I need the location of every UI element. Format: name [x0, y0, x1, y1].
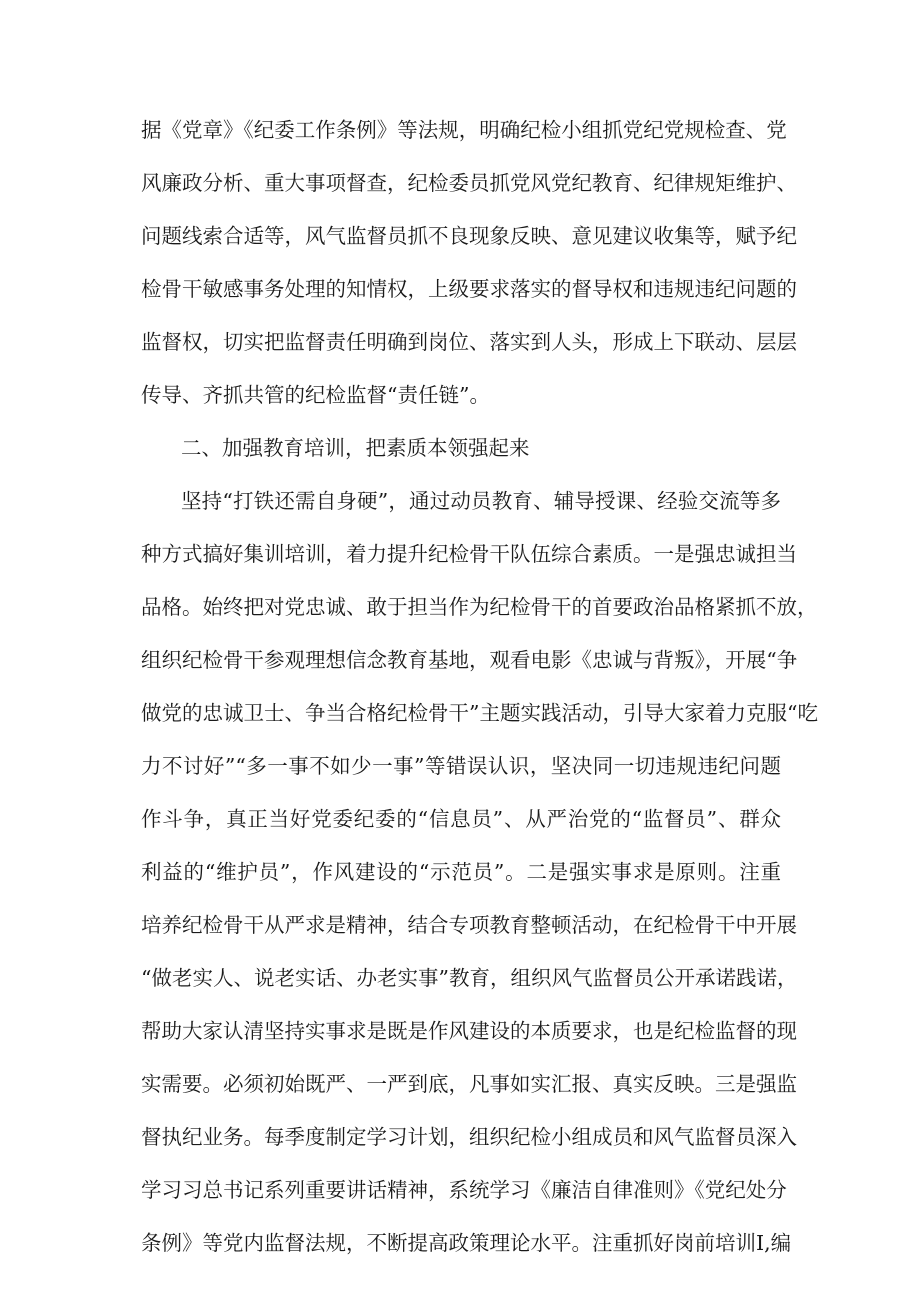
- text-line: 风廉政分析、重大事项督查，纪检委员抓党风党纪教育、纪律规矩维护、: [141, 171, 797, 195]
- text-line: 利益的“维护员”，作风建设的“示范员”。二是强实事求是原则。注重: [141, 860, 781, 884]
- section-heading: 二、加强教育培训，把素质本领强起来: [181, 436, 530, 460]
- text-line: 力不讨好”“多一事不如少一事”等错误认识，坚决同一切违规违纪问题: [141, 754, 781, 778]
- text-line: 传导、齐抓共管的纪检监督“责任链”。: [141, 383, 490, 407]
- text-line: 做党的忠诚卫士、争当合格纪检骨干”主题实践活动，引导大家着力克服“吃: [141, 701, 818, 725]
- text-line: 据《党章》《纪委工作条例》等法规，明确纪检小组抓党纪党规检查、党: [141, 118, 787, 142]
- text-line: 品格。始终把对党忠诚、敢于担当作为纪检骨干的首要政治品格紧抓不放，: [141, 595, 818, 619]
- text-line: 学习习总书记系列重要讲话精神，系统学习《廉洁自律准则》《党纪处分: [141, 1178, 787, 1202]
- text-line: 检骨干敏感事务处理的知情权，上级要求落实的督导权和违规违纪问题的: [141, 277, 797, 301]
- text-line: 条例》等党内监督法规，不断提高政策理论水平。注重抓好岗前培训Ⅰ,编: [141, 1231, 792, 1255]
- text-line: 种方式搞好集训培训，着力提升纪检骨干队伍综合素质。一是强忠诚担当: [141, 542, 797, 566]
- text-line: 帮助大家认清坚持实事求是既是作风建设的本质要求，也是纪检监督的现: [141, 1019, 797, 1043]
- text-line: 组织纪检骨干参观理想信念教育基地，观看电影《忠诚与背叛》，开展“争: [141, 648, 798, 672]
- text-line: 问题线索合适等，风气监督员抓不良现象反映、意见建议收集等，赋予纪: [141, 224, 797, 248]
- text-line: 实需要。必须初始既严、一严到底，凡事如实汇报、真实反映。三是强监: [141, 1072, 797, 1096]
- text-line: 作斗争，真正当好党委纪委的“信息员”、从严治党的“监督员”、群众: [141, 807, 781, 831]
- text-line: 培养纪检骨干从严求是精神，结合专项教育整顿活动，在纪检骨干中开展: [141, 913, 797, 937]
- text-line: “做老实人、说老实话、办老实事”教育，组织风气监督员公开承诺践诺，: [141, 966, 798, 990]
- text-line: 督执纪业务。每季度制定学习计划，组织纪检小组成员和风气监督员深入: [141, 1125, 797, 1149]
- text-line: 坚持“打铁还需自身硬”，通过动员教育、辅导授课、经验交流等多: [181, 489, 781, 513]
- text-line: 监督权，切实把监督责任明确到岗位、落实到人头，形成上下联动、层层: [141, 330, 797, 354]
